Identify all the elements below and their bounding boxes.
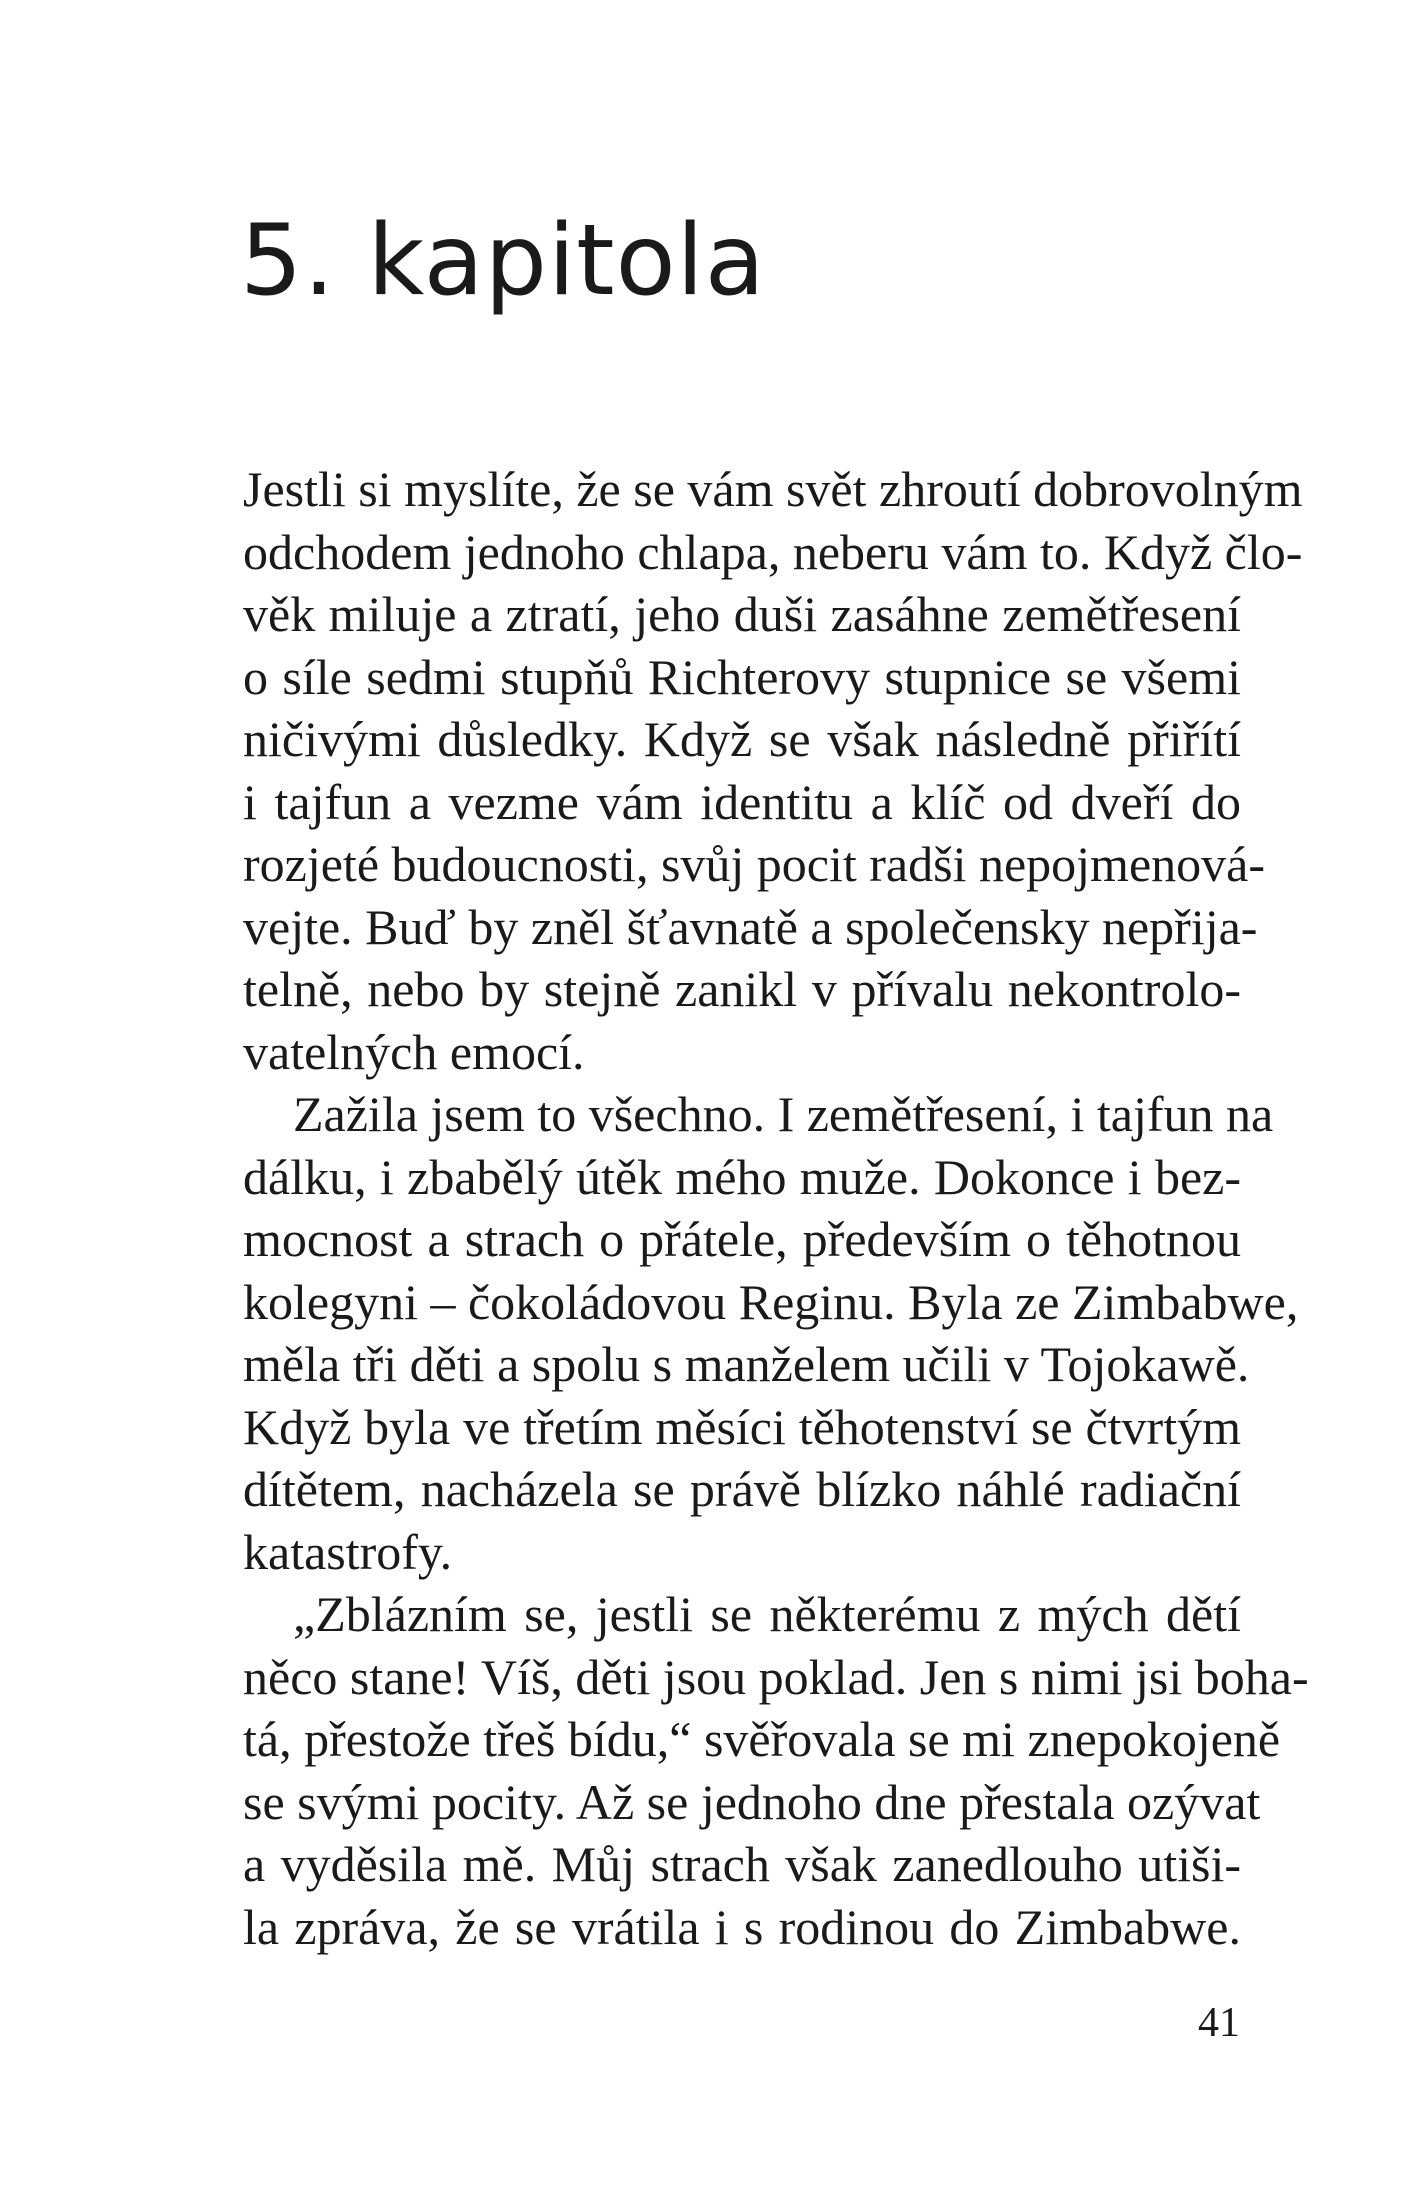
text-line: věk miluje a ztratí, jeho duši zasáhne zemětřesení [243,586,1241,642]
text-line: i tajfun a vezme vám identitu a klíč od dveří do [243,773,1241,830]
text-line: katastrofy. [243,1523,453,1580]
text-line: odchodem jednoho chlapa, neberu vám to. Když člo- [243,523,1303,580]
text-line: Zažila jsem to všechno. I zemětřesení, i tajfun na [293,1086,1274,1142]
text-line: Jestli si myslíte, že se vám svět zhroutí dobrovolným [243,461,1303,517]
text-line: měla tři děti a spolu s manželem učili v Tojokawě. [243,1336,1250,1392]
text-line: rozjeté budoucnosti, svůj pocit radši nepojmenová- [243,836,1265,892]
text-line: la zpráva, že se vrátila i s rodinou do Zimbabwe. [243,1898,1241,1955]
text-line: Když byla ve třetím měsíci těhotenství se čtvrtým [243,1398,1241,1455]
text-line: o síle sedmi stupňů Richterovy stupnice se všemi [243,648,1241,705]
chapter-title: 5. kapitola [240,204,766,318]
text-line: vejte. Buď by zněl šťavnatě a společensky nepřija- [243,898,1258,955]
page-number: 41 [1198,2000,1240,2046]
text-line: a vyděsila mě. Můj strach však zanedlouho utiši- [243,1836,1241,1892]
text-line: tá, přestože třeš bídu,“ svěřovala se mi znepokojeně [243,1711,1281,1767]
text-line: „Zblázním se, jestli se některému z mých dětí [293,1586,1241,1642]
paragraph-1 [243,458,1303,1083]
text-line: něco stane! Víš, děti jsou poklad. Jen s nimi jsi boha- [243,1648,1309,1705]
paragraph-3 [243,1583,1309,1958]
text-line: kolegyni – čokoládovou Reginu. Byla ze Zimbabwe, [243,1273,1299,1330]
paragraph-2 [243,1083,1299,1583]
text-line: dítětem, nacházela se právě blízko náhlé radiační [243,1461,1241,1517]
text-line: vatelných emocí. [243,1023,585,1080]
text-line: ničivými důsledky. Když se však následně přiřítí [243,711,1241,767]
text-line: se svými pocity. Až se jednoho dne přestala ozývat [243,1773,1261,1830]
text-line: telně, nebo by stejně zanikl v přívalu nekontrolo- [243,961,1241,1017]
text-line: mocnost a strach o přátele, především o těhotnou [243,1211,1241,1267]
text-line: dálku, i zbabělý útěk mého muže. Dokonce i bez- [243,1148,1241,1205]
body-text [243,458,1309,1958]
